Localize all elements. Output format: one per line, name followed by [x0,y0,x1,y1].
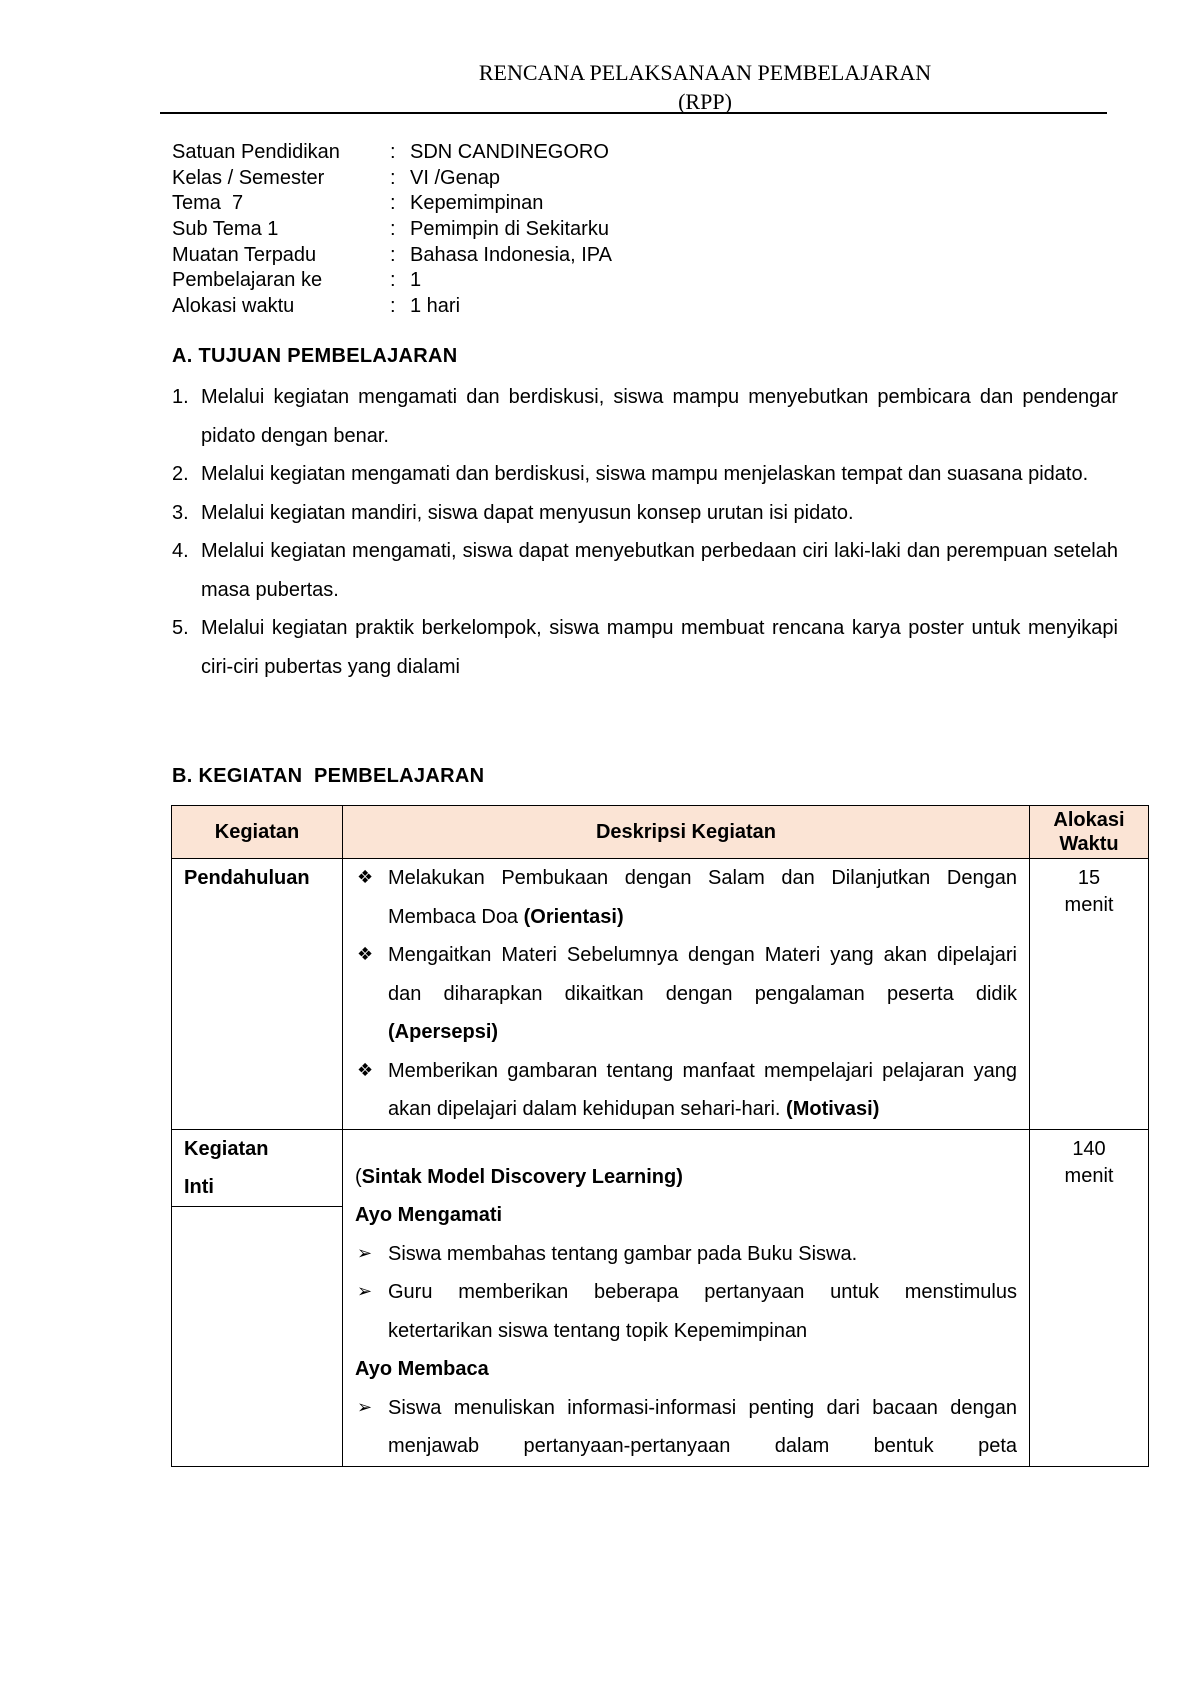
time-unit: menit [1064,1164,1114,1187]
arrowhead-bullet-icon: ➢ [357,1396,373,1418]
identity-value: 1 [410,269,422,292]
list-item [355,1052,1017,1129]
list-item [355,1235,1017,1274]
goal-text: Melalui kegiatan mengamati, siswa dapat menyebutkan perbedaan ciri laki-laki dan perempuan setelah masa pubertas. [201,540,1118,601]
identity-label: Muatan Terpadu [172,243,317,266]
goal-number: 4. [172,540,189,562]
identity-row [172,140,1072,166]
goal-item [172,455,1118,494]
identity-colon: : [390,243,396,266]
goal-number: 5. [172,617,189,639]
item-text: Siswa membahas tentang gambar pada Buku Siswa. [388,1242,858,1265]
identity-label: Satuan Pendidikan [172,141,340,163]
table-row-inti [172,1129,1149,1466]
identity-value: VI /Genap [410,166,501,189]
description-cell [343,1129,1030,1466]
header-alokasi-line1: Alokasi [1053,809,1125,831]
time-value: 15 [1077,867,1101,889]
identity-value: Bahasa Indonesia, IPA [410,243,612,266]
membaca-list [355,1389,1017,1466]
list-item [355,1273,1017,1350]
model-line [355,1158,1017,1197]
list-item [355,936,1017,1052]
item-text: Memberikan gambaran tentang manfaat mempelajari pelajaran yang akan dipelajari dalam kehidupan sehari-hari. [388,1059,1017,1120]
document-title: RENCANA PELAKSANAAN PEMBELAJARAN [478,60,932,85]
document-subtitle: (RPP) [678,89,732,114]
identity-colon: : [390,295,396,318]
diamond-cross-bullet-icon: ❖ [357,867,374,888]
table-row-pendahuluan [172,859,1149,1130]
identity-row [172,243,1072,269]
identity-row [172,217,1072,243]
identity-value: Pemimpin di Sekitarku [410,218,609,241]
goal-number: 1. [172,386,189,408]
identity-value: Kepemimpinan [410,192,544,215]
goal-text: Melalui kegiatan mengamati dan berdiskusi, siswa mampu menyebutkan pembicara dan pendengar pidato dengan benar. [201,386,1118,447]
time-cell [1030,1129,1149,1466]
arrowhead-bullet-icon: ➢ [357,1281,373,1302]
phase-cell [172,1129,343,1466]
item-tag: (Orientasi) [523,905,624,928]
phase-label [172,1130,342,1207]
item-tag: (Apersepsi) [388,1021,499,1043]
header-deskripsi: Deskripsi Kegiatan [343,806,1030,859]
goal-item [172,378,1118,455]
goal-item [172,609,1118,686]
mengamati-list [355,1235,1017,1351]
item-text: Guru memberikan beberapa pertanyaan untuk menstimulus ketertarikan siswa tentang topik Kepemimpinan [388,1281,1017,1342]
goal-number: 3. [172,501,189,524]
activities-table [171,805,1149,1467]
list-item [355,1389,1017,1466]
identity-colon: : [390,218,396,241]
description-cell [343,859,1030,1130]
model-open: ( [355,1165,362,1188]
diamond-cross-bullet-icon: ❖ [357,1059,374,1081]
identity-colon: : [390,269,396,292]
item-text: Melakukan Pembukaan dengan Salam dan Dilanjutkan Dengan Membaca Doa [388,867,1017,928]
section-a-heading: A. TUJUAN PEMBELAJARAN [172,345,458,367]
goal-item [172,494,1118,533]
header-alokasi [1030,806,1149,859]
pendahuluan-list [355,859,1017,1129]
spacer [355,1130,1017,1158]
phase-label-line2: Inti [184,1176,214,1198]
arrowhead-bullet-icon: ➢ [357,1242,373,1264]
identity-row [172,294,1072,320]
ayo-mengamati-heading: Ayo Mengamati [355,1204,503,1226]
identity-value: 1 hari [410,295,461,318]
identity-label: Tema 7 [172,192,244,215]
identity-block [172,140,1072,320]
identity-colon: : [390,141,396,163]
identity-label: Sub Tema 1 [172,218,279,241]
time-cell [1030,859,1149,1130]
goal-text: Melalui kegiatan praktik berkelompok, siswa mampu membuat rencana karya poster untuk menyikapi ciri-ciri pubertas yang dialami [201,617,1118,678]
list-item [355,859,1017,936]
goal-number: 2. [172,463,189,485]
title-rule [160,112,1107,114]
identity-value: SDN CANDINEGORO [410,141,609,163]
identity-colon: : [390,166,396,189]
goal-text: Melalui kegiatan mandiri, siswa dapat menyusun konsep urutan isi pidato. [201,501,854,524]
learning-goals-list [172,378,1118,686]
header-kegiatan: Kegiatan [172,806,343,859]
model-label: Sintak Model Discovery Learning) [361,1165,683,1188]
phase-cell: Pendahuluan [172,859,343,1130]
identity-row [172,191,1072,217]
goal-item [172,532,1118,609]
item-text: Mengaitkan Materi Sebelumnya dengan Materi yang akan dipelajari dan diharapkan dikaitkan dengan pengalaman peserta didik [388,944,1017,1005]
header-alokasi-line2: Waktu [1059,833,1119,855]
time-value: 140 [1072,1137,1106,1160]
ayo-membaca-heading: Ayo Membaca [355,1358,489,1380]
identity-label: Pembelajaran ke [172,269,323,292]
identity-colon: : [390,192,396,215]
phase-label-line1: Kegiatan [184,1137,269,1160]
item-text: Siswa menuliskan informasi-informasi penting dari bacaan dengan menjawab pertanyaan-pertanyaan dalam bentuk peta [388,1396,1017,1457]
item-tag: (Motivasi) [786,1098,880,1120]
time-unit: menit [1064,894,1114,916]
table-header-row [172,806,1149,859]
identity-label: Alokasi waktu [172,295,295,318]
identity-label: Kelas / Semester [172,166,325,189]
diamond-cross-bullet-icon: ❖ [357,944,374,965]
goal-text: Melalui kegiatan mengamati dan berdiskusi, siswa mampu menjelaskan tempat dan suasana pidato. [201,463,1089,485]
identity-row [172,268,1072,294]
identity-row [172,166,1072,192]
section-b-heading: B. KEGIATAN PEMBELAJARAN [172,765,485,787]
